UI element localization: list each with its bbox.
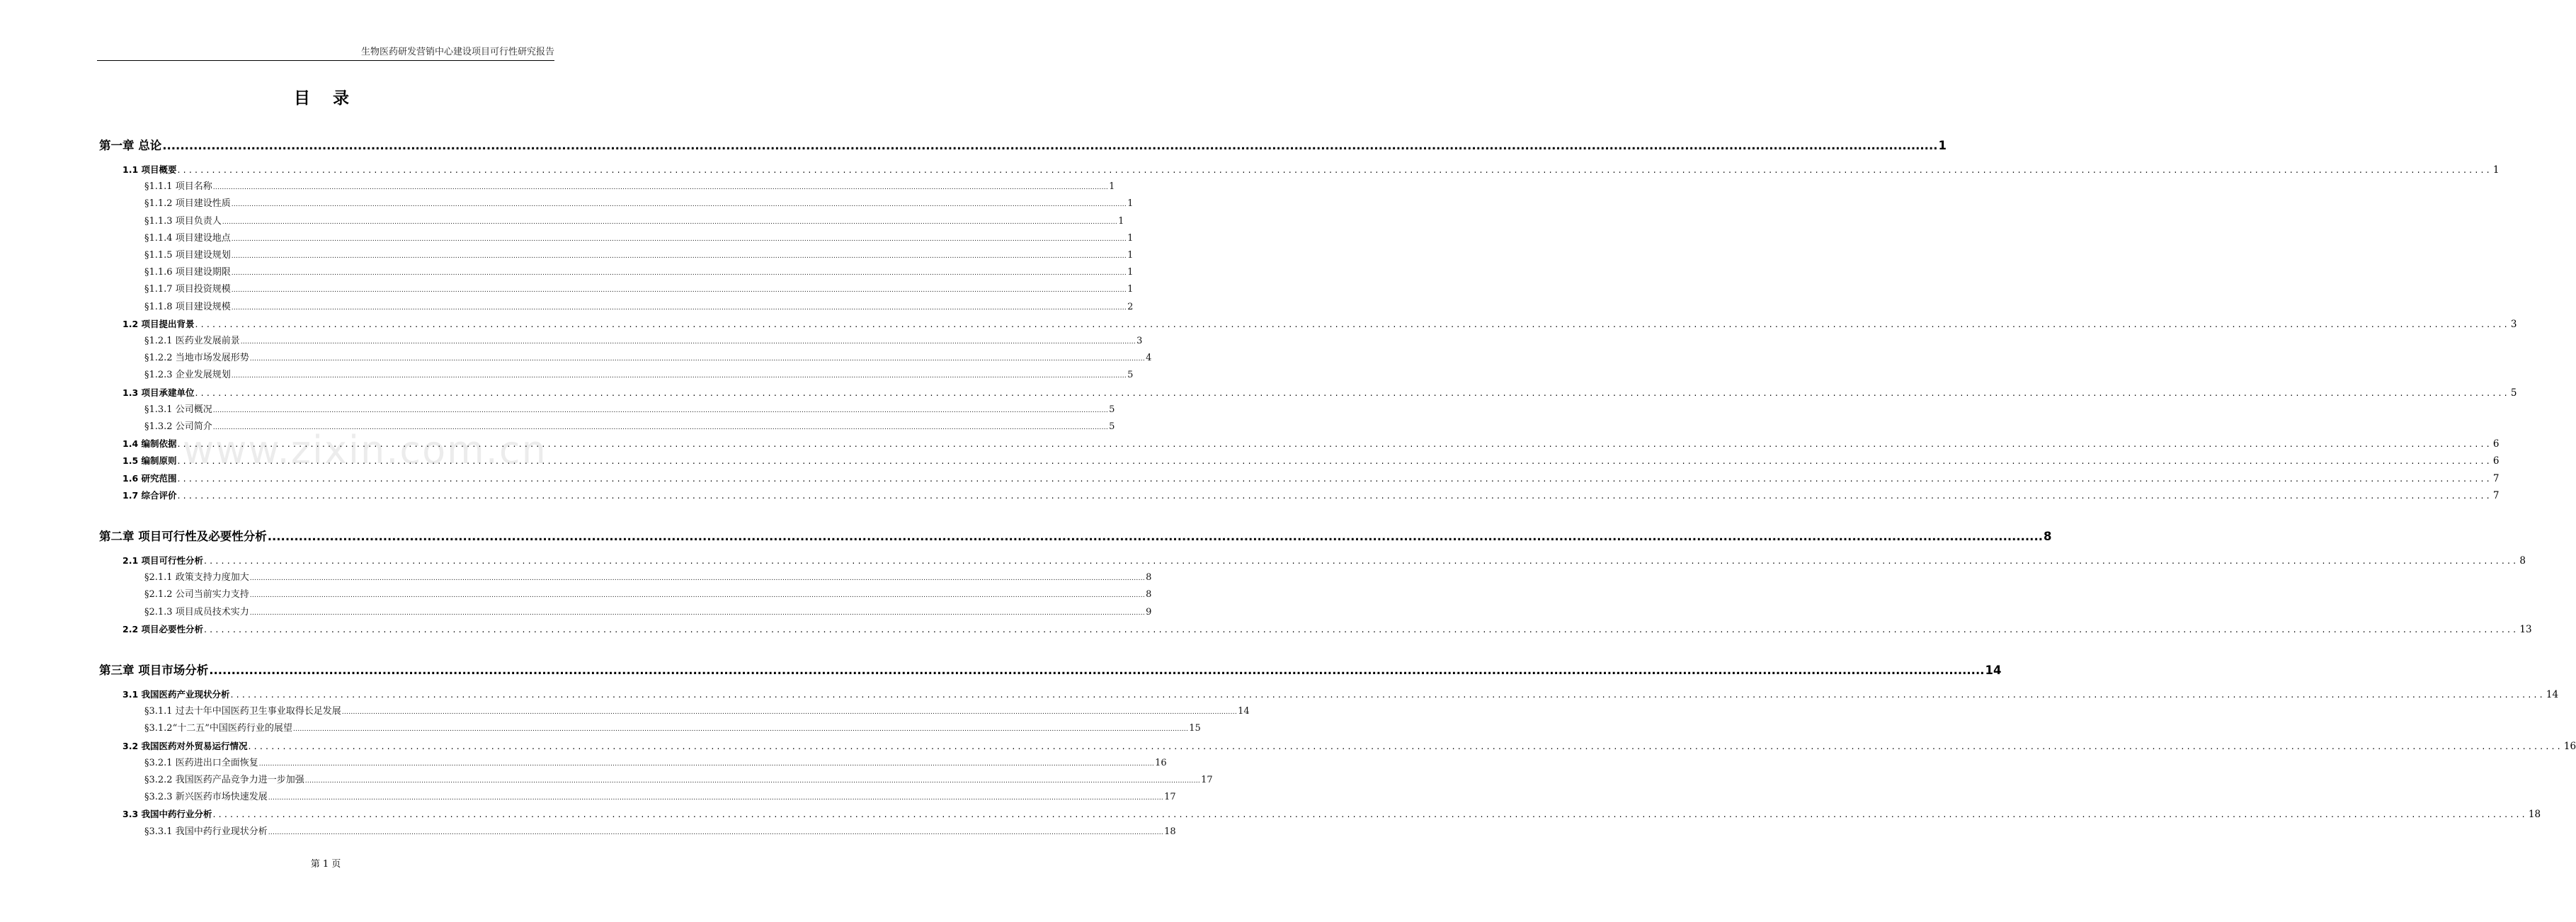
toc-page-number: 17: [1201, 775, 1213, 785]
toc-leader-dots: ................................................................................................................................................................................................................................................................................................................................................................................................................: [195, 318, 2510, 329]
toc-entry-label: §1.2.2 当地市场发展形势: [144, 353, 249, 364]
toc-leader-dots: ................................................................................................................................................................................................................................................................................................................................................................................................................: [177, 438, 2492, 450]
toc-page-number: 3: [1136, 336, 1143, 346]
toc-leader-dots: ................................................................................................................................................................................................................................................................................................................................................................................................................: [204, 555, 2519, 566]
toc-page-number: 6: [2492, 438, 2500, 450]
toc-entry-label: 1.2 项目提出背景: [122, 318, 195, 329]
toc-subsection[interactable]: [144, 403, 1115, 417]
toc-entry-label: §1.1.8 项目建设规模: [144, 301, 231, 312]
toc-leader-dots: ................................................................................................................................................................................................................................................................................................................................................................................................................: [177, 472, 2492, 484]
toc-page-number: 1: [1127, 250, 1134, 261]
toc-page-number: 2: [1127, 301, 1134, 312]
toc-page-number: 6: [2492, 455, 2500, 467]
toc-leader-dots: ................................................................................................................................................................................................................................................................................................................................................................................................................: [248, 740, 2563, 751]
toc-chapter[interactable]: [99, 137, 1947, 154]
toc-page-number: 5: [2510, 387, 2517, 399]
toc-subsection[interactable]: [144, 722, 1201, 736]
toc-entry-label: §3.2.3 新兴医药市场快速发展: [144, 792, 268, 803]
toc-leader-dots: ................................................................................................................................................................................................................................................................................................................................................................................................................: [292, 726, 1189, 734]
toc-entry-label: 2.2 项目必要性分析: [122, 623, 203, 634]
toc-section[interactable]: [122, 554, 2526, 568]
toc-subsection[interactable]: [144, 215, 1124, 229]
toc-leader-dots: ................................................................................................................................................................................................................................................................................................................................................................................................................: [209, 664, 1985, 677]
toc-entry-label: 3.1 我国医药产业现状分析: [122, 689, 230, 700]
toc-entry-label: §1.1.7 项目投资规模: [144, 284, 231, 295]
toc-page-number: 8: [1146, 589, 1152, 601]
toc-leader-dots: ................................................................................................................................................................................................................................................................................................................................................................................................................: [222, 218, 1118, 226]
toc-page-number: 8: [2043, 530, 2052, 543]
toc-page-number: 1: [1127, 267, 1134, 278]
toc-subsection[interactable]: [144, 756, 1167, 770]
toc-page-number: 4: [1146, 353, 1152, 364]
toc-section[interactable]: [122, 454, 2500, 468]
toc-leader-dots: ................................................................................................................................................................................................................................................................................................................................................................................................................: [231, 235, 1127, 243]
toc-leader-dots: ................................................................................................................................................................................................................................................................................................................................................................................................................: [195, 387, 2510, 398]
toc-leader-dots: ................................................................................................................................................................................................................................................................................................................................................................................................................: [177, 164, 2492, 175]
toc-entry-label: §1.1.4 项目建设地点: [144, 232, 231, 244]
toc-subsection[interactable]: [144, 300, 1134, 314]
toc-entry-label: §2.1.1 政策支持力度加大: [144, 572, 249, 584]
toc-subsection[interactable]: [144, 351, 1152, 365]
toc-chapter[interactable]: [99, 528, 2052, 545]
toc-page-number: 7: [2492, 472, 2500, 484]
toc-leader-dots: ................................................................................................................................................................................................................................................................................................................................................................................................................: [341, 709, 1238, 717]
toc-leader-dots: ................................................................................................................................................................................................................................................................................................................................................................................................................: [231, 287, 1127, 295]
toc-entry-label: 3.2 我国医药对外贸易运行情况: [122, 740, 248, 751]
toc-leader-dots: ................................................................................................................................................................................................................................................................................................................................................................................................................: [231, 304, 1127, 312]
toc-page-number: 9: [1146, 606, 1152, 617]
toc-page-number: 1: [2492, 164, 2500, 176]
toc-entry-label: 第三章 项目市场分析: [99, 664, 209, 677]
toc-entry-label: 1.4 编制依据: [122, 438, 177, 450]
toc-page-number: 7: [2492, 489, 2500, 501]
toc-section[interactable]: [122, 163, 2500, 177]
toc-entry-label: 2.1 项目可行性分析: [122, 555, 203, 566]
toc-leader-dots: ................................................................................................................................................................................................................................................................................................................................................................................................................: [268, 795, 1164, 802]
watermark: www.zixin.com.cn: [183, 428, 547, 472]
toc-entry-label: §3.2.2 我国医药产品竞争力进一步加强: [144, 775, 304, 785]
toc-leader-dots: ................................................................................................................................................................................................................................................................................................................................................................................................................: [249, 592, 1146, 600]
toc-entry-label: §1.2.3 企业发展规划: [144, 370, 231, 381]
toc-subsection[interactable]: [144, 368, 1134, 382]
toc-entry-label: §1.3.2 公司简介: [144, 421, 212, 432]
toc-leader-dots: ................................................................................................................................................................................................................................................................................................................................................................................................................: [268, 829, 1164, 836]
toc-subsection[interactable]: [144, 249, 1134, 263]
toc-subsection[interactable]: [144, 790, 1176, 804]
toc-subsection[interactable]: [144, 588, 1152, 602]
toc-entry-label: §1.3.1 公司概况: [144, 404, 212, 415]
running-header: 生物医药研发营销中心建设项目可行性研究报告: [360, 47, 554, 57]
toc-leader-dots: ................................................................................................................................................................................................................................................................................................................................................................................................................: [177, 489, 2492, 501]
toc-page-number: 3: [2510, 318, 2517, 330]
toc-entry-label: 1.5 编制原则: [122, 455, 177, 467]
toc-page-number: 18: [2528, 809, 2541, 821]
toc-page-number: 1: [1118, 215, 1124, 227]
toc-page-number: 14: [2546, 689, 2559, 700]
toc-subsection[interactable]: [144, 334, 1143, 348]
toc-entry-label: §3.1.1 过去十年中国医药卫生事业取得长足发展: [144, 706, 341, 717]
toc-leader-dots: ................................................................................................................................................................................................................................................................................................................................................................................................................: [212, 809, 2528, 820]
toc-page-number: 5: [1109, 404, 1115, 415]
toc-subsection[interactable]: [144, 825, 1176, 839]
toc-page-number: 8: [1146, 572, 1152, 584]
toc-entry-label: §1.1.1 项目名称: [144, 181, 212, 193]
toc-section[interactable]: [122, 807, 2541, 821]
toc-leader-dots: ................................................................................................................................................................................................................................................................................................................................................................................................................: [212, 424, 1109, 431]
toc-leader-dots: ................................................................................................................................................................................................................................................................................................................................................................................................................: [304, 778, 1201, 785]
toc-section[interactable]: [122, 739, 2576, 753]
toc-subsection[interactable]: [144, 420, 1115, 434]
toc-page-number: 1: [1127, 198, 1134, 210]
toc-chapter[interactable]: [99, 662, 2002, 679]
toc-page-number: 5: [1127, 370, 1134, 381]
toc-page-number: 14: [1238, 706, 1250, 717]
toc-entry-label: 1.7 综合评价: [122, 489, 177, 501]
toc-page-number: 14: [1985, 664, 2002, 677]
toc-section[interactable]: [122, 688, 2559, 702]
toc-leader-dots: ................................................................................................................................................................................................................................................................................................................................................................................................................: [249, 355, 1146, 363]
toc-leader-dots: ................................................................................................................................................................................................................................................................................................................................................................................................................: [231, 372, 1127, 380]
toc-leader-dots: ................................................................................................................................................................................................................................................................................................................................................................................................................: [177, 455, 2492, 467]
toc-entry-label: 1.3 项目承建单位: [122, 387, 195, 398]
toc-page-number: 13: [2519, 623, 2532, 635]
toc-subsection[interactable]: [144, 705, 1250, 719]
toc-page-number: 1: [1938, 139, 1947, 152]
toc-entry-label: §3.1.2“十二五”中国医药行业的展望: [144, 723, 292, 734]
toc-page-number: 1: [1127, 232, 1134, 244]
toc-entry-label: §1.1.2 项目建设性质: [144, 198, 231, 210]
toc-entry-label: 1.1 项目概要: [122, 164, 177, 175]
toc-leader-dots: ................................................................................................................................................................................................................................................................................................................................................................................................................: [267, 530, 2043, 543]
toc-section[interactable]: [122, 622, 2532, 637]
toc-leader-dots: ................................................................................................................................................................................................................................................................................................................................................................................................................: [240, 338, 1136, 346]
toc-page-number: 1: [1109, 181, 1115, 193]
page-title: 目 录: [293, 89, 358, 108]
toc-subsection[interactable]: [144, 197, 1134, 211]
toc-leader-dots: ................................................................................................................................................................................................................................................................................................................................................................................................................: [249, 575, 1146, 583]
toc-leader-dots: ................................................................................................................................................................................................................................................................................................................................................................................................................: [249, 609, 1146, 617]
toc-section[interactable]: [122, 437, 2500, 451]
toc-entry-label: 第一章 总论: [99, 139, 162, 152]
toc-entry-label: 1.6 研究范围: [122, 472, 177, 484]
toc-leader-dots: ................................................................................................................................................................................................................................................................................................................................................................................................................: [162, 139, 1938, 152]
toc-page-number: 16: [2563, 740, 2576, 752]
toc-section[interactable]: [122, 386, 2517, 400]
toc-page-number: 1: [1127, 284, 1134, 295]
toc-subsection[interactable]: [144, 283, 1134, 297]
toc-leader-dots: ................................................................................................................................................................................................................................................................................................................................................................................................................: [231, 270, 1127, 278]
page-footer: 第 1 页: [310, 859, 341, 870]
toc-page-number: 15: [1189, 723, 1201, 734]
toc-entry-label: §3.2.1 医药进出口全面恢复: [144, 757, 258, 768]
toc-page-number: 17: [1164, 792, 1176, 803]
toc-subsection[interactable]: [144, 605, 1152, 620]
toc-entry-label: §1.1.5 项目建设规划: [144, 250, 231, 261]
toc-entry-label: 第二章 项目可行性及必要性分析: [99, 530, 267, 543]
toc-section[interactable]: [122, 489, 2500, 503]
toc-leader-dots: ................................................................................................................................................................................................................................................................................................................................................................................................................: [212, 406, 1109, 414]
toc-section[interactable]: [122, 472, 2500, 486]
toc-subsection[interactable]: [144, 773, 1213, 787]
toc-page-number: 16: [1155, 757, 1167, 768]
toc-section[interactable]: [122, 317, 2517, 331]
toc-leader-dots: ................................................................................................................................................................................................................................................................................................................................................................................................................: [212, 184, 1109, 192]
toc-entry-label: §2.1.3 项目成员技术实力: [144, 606, 249, 617]
toc-page-number: 5: [1109, 421, 1115, 432]
toc-entry-label: §2.1.2 公司当前实力支持: [144, 589, 249, 601]
toc-entry-label: §1.2.1 医药业发展前景: [144, 336, 240, 346]
toc-entry-label: §3.3.1 我国中药行业现状分析: [144, 826, 268, 837]
toc-entry-label: §1.1.3 项目负责人: [144, 215, 222, 227]
toc-leader-dots: ................................................................................................................................................................................................................................................................................................................................................................................................................: [258, 760, 1155, 768]
toc-entry-label: 3.3 我国中药行业分析: [122, 809, 212, 820]
toc-leader-dots: ................................................................................................................................................................................................................................................................................................................................................................................................................: [231, 253, 1127, 260]
toc-leader-dots: ................................................................................................................................................................................................................................................................................................................................................................................................................: [204, 623, 2519, 634]
toc-subsection[interactable]: [144, 180, 1115, 194]
toc-subsection[interactable]: [144, 232, 1134, 246]
toc-leader-dots: ................................................................................................................................................................................................................................................................................................................................................................................................................: [230, 689, 2546, 700]
toc-page-number: 8: [2519, 555, 2526, 567]
toc-subsection[interactable]: [144, 266, 1134, 280]
toc-entry-label: §1.1.6 项目建设期限: [144, 267, 231, 278]
toc-subsection[interactable]: [144, 571, 1152, 585]
toc-page-number: 18: [1164, 826, 1176, 837]
toc-leader-dots: ................................................................................................................................................................................................................................................................................................................................................................................................................: [231, 201, 1127, 209]
